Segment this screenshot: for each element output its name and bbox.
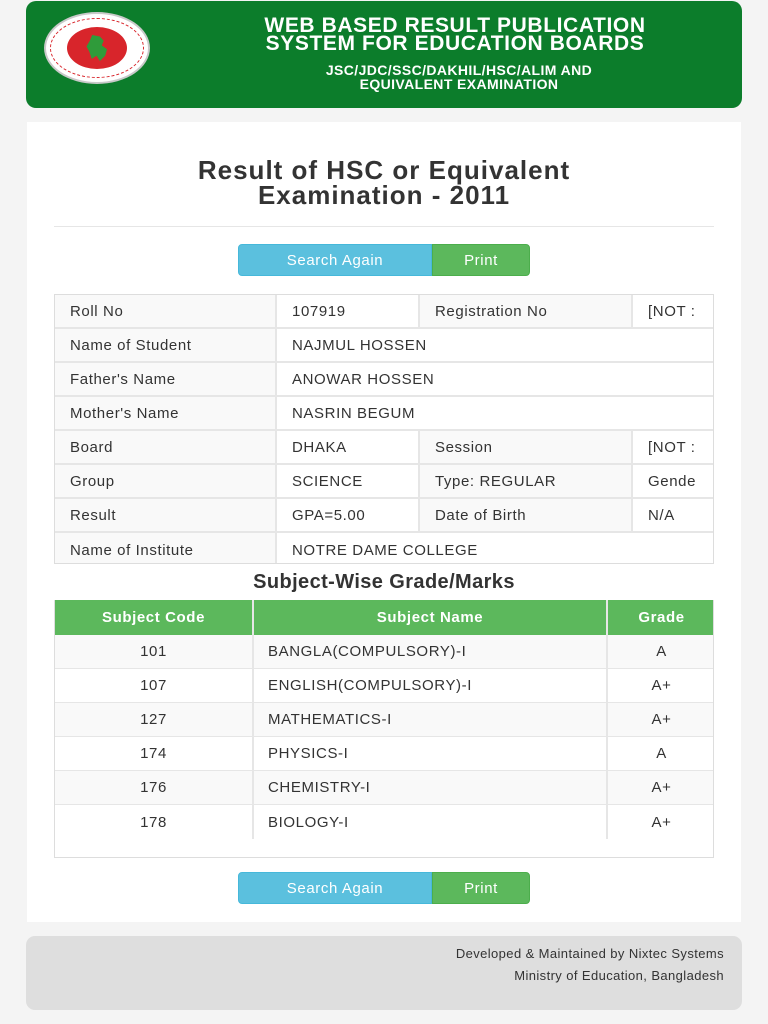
student-name-label: Name of Student (55, 329, 277, 363)
site-subtitle (226, 63, 692, 91)
session-label: Session (420, 431, 633, 465)
subject-code-cell: 107 (55, 669, 254, 703)
type-value: Type: REGULAR (420, 465, 633, 499)
site-subtitle-line2: EQUIVALENT EXAMINATION (359, 76, 559, 92)
search-again-button-top[interactable]: Search Again (238, 244, 432, 276)
subject-code-cell: 127 (55, 703, 254, 737)
subject-grades-table (54, 600, 714, 858)
subject-code-cell: 176 (55, 771, 254, 805)
student-info-table (54, 294, 714, 564)
page-title-line2: Examination - 2011 (257, 180, 511, 210)
subject-name-cell: PHYSICS-I (254, 737, 608, 771)
print-button-bottom[interactable]: Print (432, 872, 530, 904)
grade-cell: A (608, 635, 714, 669)
subject-name-cell: ENGLISH(COMPULSORY)-I (254, 669, 608, 703)
mother-name-label: Mother's Name (55, 397, 277, 431)
institute-label: Name of Institute (55, 533, 277, 564)
mother-name-value: NASRIN BEGUM (277, 397, 714, 431)
subject-name-header: Subject Name (254, 600, 608, 635)
roll-no-label: Roll No (55, 295, 277, 329)
date-of-birth-value: N/A (633, 499, 714, 533)
subject-code-cell: 174 (55, 737, 254, 771)
father-name-value: ANOWAR HOSSEN (277, 363, 714, 397)
registration-no-value: [NOT : (633, 295, 714, 329)
footer-developer-text: Developed & Maintained by Nixtec Systems (455, 946, 724, 961)
session-value: [NOT : (633, 431, 714, 465)
group-value: SCIENCE (277, 465, 420, 499)
subject-code-cell: 101 (55, 635, 254, 669)
bangladesh-government-seal-icon (44, 12, 150, 84)
result-value: GPA=5.00 (277, 499, 420, 533)
grade-cell: A+ (608, 771, 714, 805)
father-name-label: Father's Name (55, 363, 277, 397)
site-footer (26, 936, 742, 1010)
grade-cell: A+ (651, 813, 672, 831)
subject-grades-title: Subject-Wise Grade/Marks (253, 571, 515, 593)
institute-value: NOTRE DAME COLLEGE (277, 533, 714, 564)
site-title-line2: SYSTEM FOR EDUCATION BOARDS (265, 32, 645, 55)
site-title (184, 14, 726, 55)
grade-cell: A (608, 737, 714, 771)
date-of-birth-label: Date of Birth (420, 499, 633, 533)
subject-name-cell: CHEMISTRY-I (254, 771, 608, 805)
result-label: Result (55, 499, 277, 533)
board-label: Board (55, 431, 277, 465)
gender-label: Gende (633, 465, 714, 499)
subject-code-cell: 178 (55, 805, 254, 839)
title-divider (54, 226, 714, 227)
print-button-top[interactable]: Print (432, 244, 530, 276)
board-value: DHAKA (277, 431, 420, 465)
group-label: Group (55, 465, 277, 499)
grade-cell: A+ (608, 669, 714, 703)
page-title (27, 155, 741, 210)
search-again-button-bottom[interactable]: Search Again (238, 872, 432, 904)
page-title-line1: Result of HSC or Equivalent (197, 155, 571, 185)
subject-name-cell: BIOLOGY-I (254, 805, 608, 839)
roll-no-value: 107919 (277, 295, 420, 329)
grade-header: Grade (608, 600, 714, 635)
footer-ministry-text: Ministry of Education, Bangladesh (514, 968, 724, 983)
grade-cell: A+ (608, 703, 714, 737)
site-title-line1: WEB BASED RESULT PUBLICATION (264, 14, 646, 37)
site-subtitle-line1: JSC/JDC/SSC/DAKHIL/HSC/ALIM AND (325, 62, 593, 78)
subject-code-header: Subject Code (55, 600, 254, 635)
site-header (26, 1, 742, 108)
student-name-value: NAJMUL HOSSEN (277, 329, 714, 363)
subject-name-cell: MATHEMATICS-I (254, 703, 608, 737)
subject-name-cell: BANGLA(COMPULSORY)-I (254, 635, 608, 669)
registration-no-label: Registration No (420, 295, 633, 329)
